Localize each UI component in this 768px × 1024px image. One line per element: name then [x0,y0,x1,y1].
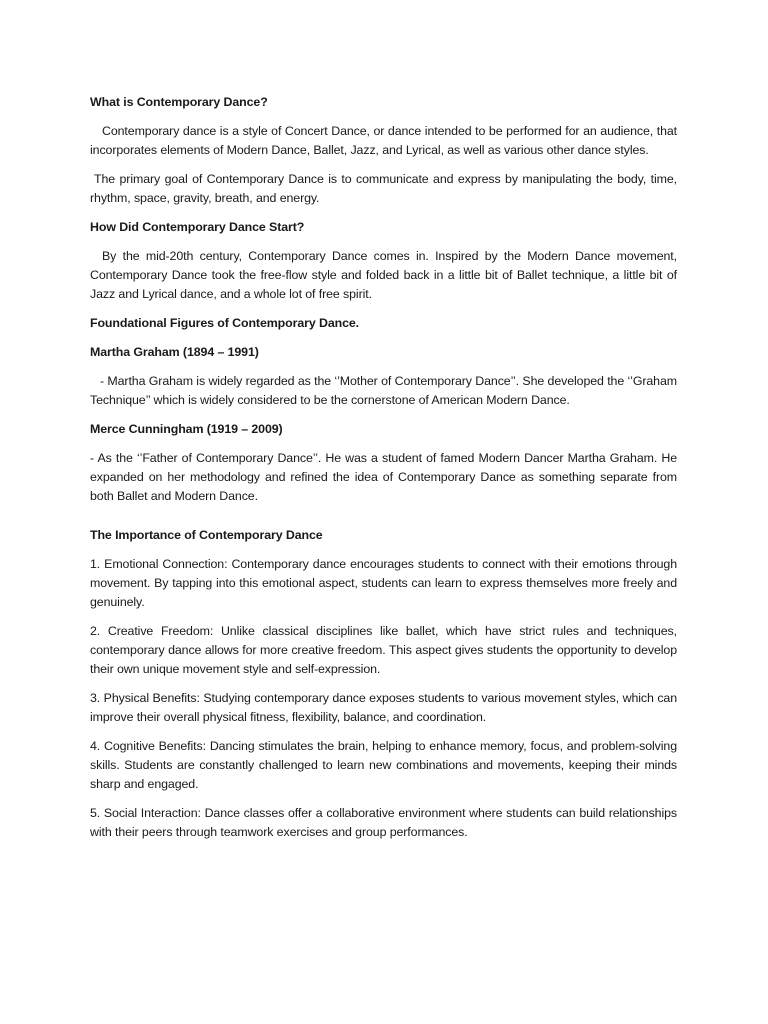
heading-merce-cunningham: Merce Cunningham (1919 – 2009) [90,422,283,436]
paragraph-definition: Contemporary dance is a style of Concert Dance, or dance intended to be performed for an audience, that incorporates elements of Modern Dance, Ballet, Jazz, and Lyrical, as well as various other dance styles. [90,124,677,157]
paragraph-primary-goal: The primary goal of Contemporary Dance is to communicate and express by manipulating the body, time, rhythm, space, gravity, breath, and energy. [90,172,677,205]
heading-martha-graham: Martha Graham (1894 – 1991) [90,345,259,359]
list-item-social-interaction: 5. Social Interaction: Dance classes offer a collaborative environment where students can build relationships with their peers through teamwork exercises and group performances. [90,806,677,839]
paragraph-origin: By the mid-20th century, Contemporary Dance comes in. Inspired by the Modern Dance movement, Contemporary Dance took the free-flow style and folded back in a little bit of Ballet technique, a little bit of Jazz and Lyrical dance, and a whole lot of free spirit. [90,249,677,301]
heading-how-did-it-start: How Did Contemporary Dance Start? [90,220,305,234]
heading-foundational-figures: Foundational Figures of Contemporary Dance. [90,316,360,330]
heading-importance: The Importance of Contemporary Dance [90,528,323,542]
list-item-creative-freedom: 2. Creative Freedom: Unlike classical disciplines like ballet, which have strict rules and techniques, contemporary dance allows for more creative freedom. This aspect gives students the opportunity to develop their own unique movement style and self-expression. [90,624,677,676]
heading-what-is-contemporary-dance: What is Contemporary Dance? [90,95,268,109]
paragraph-martha-graham: - Martha Graham is widely regarded as the ‘’Mother of Contemporary Dance’’. She developed the ‘’Graham Technique’’ which is widely considered to be the cornerstone of American Modern Dance. [90,374,677,407]
list-item-emotional-connection: 1. Emotional Connection: Contemporary dance encourages students to connect with their emotions through movement. By tapping into this emotional aspect, students can learn to express themselves more freely and genuinely. [90,557,677,609]
paragraph-merce-cunningham: - As the ‘’Father of Contemporary Dance’’. He was a student of famed Modern Dancer Martha Graham. He expanded on her methodology and refined the idea of Contemporary Dance as something separate from both Ballet and Modern Dance. [90,451,677,503]
list-item-cognitive-benefits: 4. Cognitive Benefits: Dancing stimulates the brain, helping to enhance memory, focus, and problem-solving skills. Students are constantly challenged to learn new combinations and movements, keeping their minds sharp and engaged. [90,739,677,791]
list-item-physical-benefits: 3. Physical Benefits: Studying contemporary dance exposes students to various movement styles, which can improve their overall physical fitness, flexibility, balance, and coordination. [90,691,677,724]
